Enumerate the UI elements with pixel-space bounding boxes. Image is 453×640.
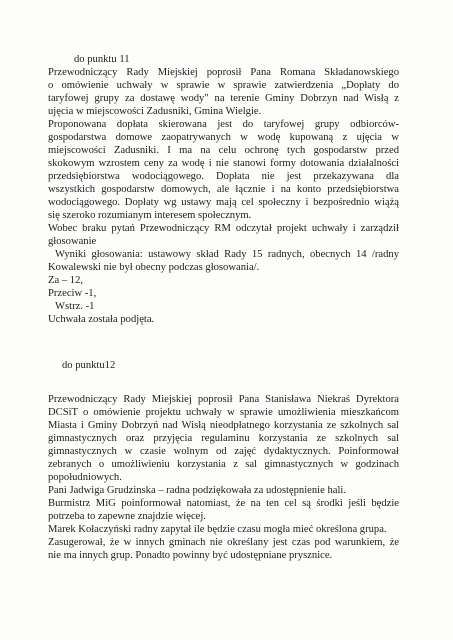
text-line: Pani Jadwiga Grudzinska – radna podziękowała za udostępnienie hali. (48, 485, 347, 496)
text-line: popołudniowych. (48, 472, 122, 483)
vote-for: Za – 12, (48, 275, 84, 286)
text-line: Wobec braku pytań Przewodniczący RM odczytał projekt uchwały i zarządził (48, 223, 399, 234)
text-line: wszystkich gospodarstw domowych, ale łącznie i na konto przedsiębiorstwa (48, 184, 399, 195)
text-line: Marek Kołaczyński radny zapytał ile będzie czasu mogła mieć określona grupa. (48, 524, 387, 535)
text-line: wodociągowego. Dopłaty wg ustawy mają cel społeczny i bezpośrednio wiążą (48, 197, 399, 208)
text-line: przedsiębiorstwa wodociągowego. Dopłata nie jest przekazywana dla (48, 171, 399, 182)
text-line: głosowanie (48, 236, 97, 247)
text-line: zebranych o umożliwieniu korzystania z sal gimnastycznych w godzinach (48, 459, 399, 470)
text-line: gimnastycznych oraz przyjęcia regulaminu korzystania ze szkolnych sal (48, 433, 399, 444)
text-line: Zasugerował, że w innych gminach nie określany jest czas pod warunkiem, że (48, 537, 399, 548)
text-line: ujęcia w miejscowości Zadusniki, Gmina Wielgie. (48, 106, 262, 117)
text-line: nie ma innych grup. Ponadto powinny być udostępniane prysznice. (48, 550, 333, 561)
text-line: Proponowana dopłata skierowana jest do taryfowej grupy odbiorców- (48, 119, 399, 130)
text-line: się szeroko rozumianym interesem społecznym. (48, 210, 252, 221)
text-line: Burmistrz MiG poinformował natomiast, że na ten cel są środki jeśli będzie (48, 498, 399, 509)
text-line: gospodarstwa domowe zaopatrywanych w wodę kupowaną z ujęcia w (48, 132, 399, 143)
text-line: potrzeba to zapewne znajdzie więcej. (48, 511, 206, 522)
text-line: Kowalewski nie był obecny podczas głosowania/. (48, 262, 260, 273)
text-line: Przewodniczący Rady Miejskiej poprosił Pana Stanisława Niekraś Dyrektora (48, 394, 399, 405)
section-heading-11: do punktu 11 (74, 54, 130, 65)
vote-against: Przeciw -1, (48, 288, 97, 299)
vote-abstain: Wstrz. -1 (55, 301, 95, 312)
text-line: skokowym wzrostem ceny za wodę i nie stanowi formy dotowania działalności (48, 158, 399, 169)
text-line: DCSiT o omówienie projektu uchwały w sprawie umożliwienia mieszkańcom (48, 407, 399, 418)
text-line: Przewodniczący Rady Miejskiej poprosił Pana Romana Składanowskiego (48, 67, 399, 78)
text-line: miejscowości Zadusniki. I ma na celu ochronę tych gospodarstw przed (48, 145, 399, 156)
section-heading-12: do punktu12 (62, 360, 116, 371)
resolution-adopted: Uchwała została podjęta. (48, 314, 155, 325)
text-line: o omówienie uchwały w sprawie w sprawie zatwierdzenia „Dopłaty do (48, 80, 399, 91)
text-line: Miasta i Gminy Dobrzyń nad Wisłą nieodpłatnego korzystania ze szkolnych sal (48, 420, 399, 431)
text-line: Wyniki głosowania: ustawowy skład Rady 15 radnych, obecnych 14 /radny (55, 249, 399, 260)
text-line: gimnastycznych w czasie wolnym od zajęć dydaktycznych. Poinformował (48, 446, 399, 457)
text-line: taryfowej grupy za dostawę wody" na terenie Gminy Dobrzyn nad Wisłą z (48, 93, 399, 104)
